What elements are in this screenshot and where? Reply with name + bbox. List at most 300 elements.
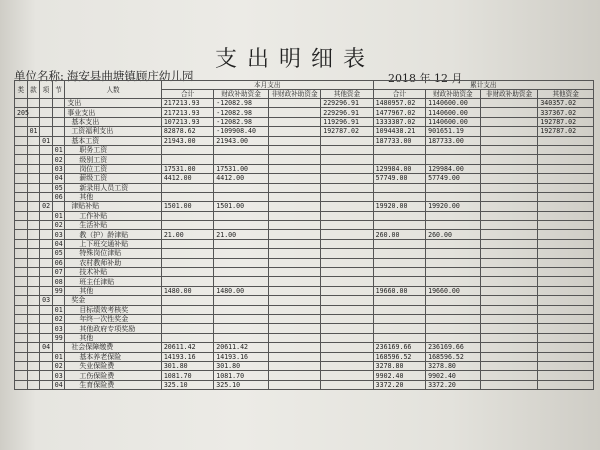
month-total-cell — [161, 333, 213, 342]
code-xiang — [40, 286, 53, 295]
cum-nonfiscal-cell — [480, 136, 538, 145]
cum-other-cell — [538, 145, 594, 154]
table-row — [15, 127, 594, 136]
code-jie — [52, 99, 65, 108]
cum-nonfiscal-cell — [480, 305, 538, 314]
cum-other-cell — [538, 296, 594, 305]
month-nonfiscal-cell — [268, 202, 320, 211]
table-row — [15, 277, 594, 286]
code-kuan — [27, 249, 40, 258]
code-lei — [15, 371, 28, 380]
code-xiang: 02 — [40, 202, 53, 211]
month-total-cell: 82878.62 — [161, 127, 213, 136]
code-jie: 04 — [52, 380, 65, 389]
code-jie: 01 — [52, 305, 65, 314]
cum-other-cell — [538, 268, 594, 277]
expense-table — [14, 80, 594, 390]
code-lei — [15, 296, 28, 305]
month-total-cell — [161, 277, 213, 286]
month-fiscal-cell: 14193.16 — [214, 352, 269, 361]
row-name: 岗位工资 — [65, 164, 162, 173]
code-xiang — [40, 305, 53, 314]
cum-other-cell — [538, 136, 594, 145]
cum-other-cell — [538, 324, 594, 333]
month-nonfiscal-cell — [268, 164, 320, 173]
code-jie — [52, 127, 65, 136]
header-kuan: 款 — [27, 81, 40, 99]
code-lei — [15, 136, 28, 145]
month-nonfiscal-cell — [268, 127, 320, 136]
header-cum-total: 合计 — [373, 90, 425, 99]
cum-fiscal-cell — [426, 145, 481, 154]
table-row — [15, 117, 594, 126]
code-jie: 06 — [52, 192, 65, 201]
code-xiang: 03 — [40, 296, 53, 305]
month-total-cell — [161, 211, 213, 220]
cum-total-cell — [373, 221, 425, 230]
header-name: 人数 — [65, 81, 162, 99]
cum-other-cell — [538, 258, 594, 267]
month-total-cell — [161, 268, 213, 277]
code-lei — [15, 239, 28, 248]
code-lei — [15, 286, 28, 295]
month-total-cell — [161, 258, 213, 267]
cum-other-cell — [538, 211, 594, 220]
code-jie: 03 — [52, 164, 65, 173]
month-fiscal-cell — [214, 221, 269, 230]
month-total-cell — [161, 249, 213, 258]
cum-nonfiscal-cell — [480, 277, 538, 286]
month-nonfiscal-cell — [268, 324, 320, 333]
cum-nonfiscal-cell — [480, 192, 538, 201]
row-name: 年终一次性奖金 — [65, 314, 162, 323]
month-total-cell — [161, 314, 213, 323]
month-other-cell — [321, 221, 373, 230]
cum-nonfiscal-cell — [480, 183, 538, 192]
table-row — [15, 296, 594, 305]
month-fiscal-cell — [214, 211, 269, 220]
cum-total-cell — [373, 333, 425, 342]
month-fiscal-cell: 1480.00 — [214, 286, 269, 295]
period: 2018 年 12 月 — [388, 72, 463, 85]
table-row — [15, 371, 594, 380]
row-name: 其他政府专项奖励 — [65, 324, 162, 333]
row-name: 津贴补贴 — [65, 202, 162, 211]
code-kuan — [27, 371, 40, 380]
cum-total-cell: 260.00 — [373, 230, 425, 239]
header-xiang: 项 — [40, 81, 53, 99]
month-fiscal-cell — [214, 249, 269, 258]
month-total-cell: 14193.16 — [161, 352, 213, 361]
header-month-fiscal: 财政补助资金 — [214, 90, 269, 99]
row-name: 技术补贴 — [65, 268, 162, 277]
code-lei — [15, 230, 28, 239]
code-lei — [15, 249, 28, 258]
month-other-cell — [321, 352, 373, 361]
cum-nonfiscal-cell — [480, 371, 538, 380]
cum-fiscal-cell: 3278.80 — [426, 361, 481, 370]
code-jie: 08 — [52, 277, 65, 286]
cum-nonfiscal-cell — [480, 333, 538, 342]
month-total-cell — [161, 192, 213, 201]
month-fiscal-cell: 301.80 — [214, 361, 269, 370]
cum-fiscal-cell — [426, 221, 481, 230]
code-kuan — [27, 296, 40, 305]
code-jie: 01 — [52, 145, 65, 154]
month-nonfiscal-cell — [268, 192, 320, 201]
month-fiscal-cell — [214, 314, 269, 323]
month-total-cell: 17531.00 — [161, 164, 213, 173]
month-nonfiscal-cell — [268, 249, 320, 258]
header-month-other: 其他资金 — [321, 90, 373, 99]
cum-fiscal-cell — [426, 333, 481, 342]
month-other-cell — [321, 324, 373, 333]
cum-other-cell — [538, 371, 594, 380]
code-jie: 05 — [52, 249, 65, 258]
table-row — [15, 136, 594, 145]
cum-fiscal-cell — [426, 296, 481, 305]
cum-total-cell — [373, 258, 425, 267]
row-name: 生育保险费 — [65, 380, 162, 389]
month-other-cell — [321, 230, 373, 239]
code-jie: 02 — [52, 155, 65, 164]
month-nonfiscal-cell — [268, 333, 320, 342]
month-nonfiscal-cell — [268, 258, 320, 267]
month-fiscal-cell: 17531.00 — [214, 164, 269, 173]
header-cum-fiscal: 财政补助资金 — [426, 90, 481, 99]
month-fiscal-cell — [214, 155, 269, 164]
code-kuan — [27, 352, 40, 361]
cum-total-cell — [373, 145, 425, 154]
month-nonfiscal-cell — [268, 352, 320, 361]
table-row — [15, 108, 594, 117]
cum-total-cell — [373, 314, 425, 323]
cum-other-cell — [538, 352, 594, 361]
row-name: 目标绩效考核奖 — [65, 305, 162, 314]
row-name: 教（护）龄津贴 — [65, 230, 162, 239]
month-nonfiscal-cell — [268, 343, 320, 352]
row-name: 支出 — [65, 99, 162, 108]
table-row — [15, 239, 594, 248]
code-jie: 03 — [52, 324, 65, 333]
code-jie — [52, 202, 65, 211]
code-lei — [15, 268, 28, 277]
cum-total-cell: 57749.00 — [373, 174, 425, 183]
month-other-cell — [321, 249, 373, 258]
code-jie: 02 — [52, 221, 65, 230]
month-fiscal-cell — [214, 145, 269, 154]
cum-total-cell — [373, 305, 425, 314]
code-xiang — [40, 239, 53, 248]
code-xiang — [40, 268, 53, 277]
code-jie — [52, 343, 65, 352]
code-lei — [15, 192, 28, 201]
table-row — [15, 211, 594, 220]
header-lei: 类 — [15, 81, 28, 99]
row-name: 其他 — [65, 286, 162, 295]
cum-total-cell: 129984.00 — [373, 164, 425, 173]
cum-other-cell — [538, 164, 594, 173]
code-xiang — [40, 277, 53, 286]
code-jie: 05 — [52, 183, 65, 192]
header-month-nonfiscal: 非财政补助资金 — [268, 90, 320, 99]
month-other-cell — [321, 174, 373, 183]
code-xiang — [40, 174, 53, 183]
month-nonfiscal-cell — [268, 361, 320, 370]
cum-nonfiscal-cell — [480, 211, 538, 220]
cum-other-cell: 192787.02 — [538, 127, 594, 136]
month-nonfiscal-cell — [268, 239, 320, 248]
code-lei — [15, 155, 28, 164]
code-kuan — [27, 221, 40, 230]
month-other-cell — [321, 305, 373, 314]
code-lei — [15, 324, 28, 333]
month-nonfiscal-cell — [268, 371, 320, 380]
cum-fiscal-cell — [426, 268, 481, 277]
month-total-cell: 21.00 — [161, 230, 213, 239]
cum-total-cell — [373, 239, 425, 248]
cum-nonfiscal-cell — [480, 296, 538, 305]
month-total-cell — [161, 296, 213, 305]
cum-total-cell: 3278.80 — [373, 361, 425, 370]
cum-total-cell: 19920.00 — [373, 202, 425, 211]
row-name: 工资福利支出 — [65, 127, 162, 136]
month-nonfiscal-cell — [268, 99, 320, 108]
code-xiang: 04 — [40, 343, 53, 352]
month-total-cell — [161, 221, 213, 230]
month-other-cell — [321, 202, 373, 211]
cum-fiscal-cell — [426, 249, 481, 258]
table-row — [15, 314, 594, 323]
table-row — [15, 361, 594, 370]
month-total-cell — [161, 305, 213, 314]
month-other-cell — [321, 155, 373, 164]
row-name: 事业支出 — [65, 108, 162, 117]
code-lei — [15, 99, 28, 108]
month-total-cell: 217213.93 — [161, 99, 213, 108]
month-other-cell — [321, 136, 373, 145]
month-nonfiscal-cell — [268, 136, 320, 145]
row-name: 工作补贴 — [65, 211, 162, 220]
code-xiang — [40, 230, 53, 239]
code-xiang — [40, 99, 53, 108]
cum-nonfiscal-cell — [480, 324, 538, 333]
code-jie: 03 — [52, 230, 65, 239]
month-other-cell — [321, 183, 373, 192]
table-row — [15, 343, 594, 352]
month-other-cell — [321, 239, 373, 248]
cum-fiscal-cell: 129984.00 — [426, 164, 481, 173]
code-kuan — [27, 239, 40, 248]
code-lei — [15, 305, 28, 314]
cum-total-cell — [373, 155, 425, 164]
code-jie: 06 — [52, 258, 65, 267]
code-xiang — [40, 380, 53, 389]
row-name: 工伤保险费 — [65, 371, 162, 380]
cum-nonfiscal-cell — [480, 155, 538, 164]
cum-total-cell: 1333387.02 — [373, 117, 425, 126]
table-row — [15, 324, 594, 333]
table-row — [15, 145, 594, 154]
cum-other-cell — [538, 277, 594, 286]
cum-other-cell: 337367.02 — [538, 108, 594, 117]
code-lei — [15, 145, 28, 154]
month-nonfiscal-cell — [268, 155, 320, 164]
cum-other-cell: 340357.02 — [538, 99, 594, 108]
month-total-cell: 301.80 — [161, 361, 213, 370]
code-kuan — [27, 268, 40, 277]
code-lei — [15, 277, 28, 286]
cum-other-cell — [538, 314, 594, 323]
row-name: 其他 — [65, 192, 162, 201]
code-lei — [15, 352, 28, 361]
table-row — [15, 164, 594, 173]
month-total-cell: 4412.00 — [161, 174, 213, 183]
code-lei — [15, 314, 28, 323]
table-row — [15, 192, 594, 201]
code-lei — [15, 380, 28, 389]
code-lei — [15, 333, 28, 342]
cum-total-cell: 9902.40 — [373, 371, 425, 380]
code-jie: 01 — [52, 352, 65, 361]
month-total-cell: 217213.93 — [161, 108, 213, 117]
month-fiscal-cell: 4412.00 — [214, 174, 269, 183]
code-kuan — [27, 136, 40, 145]
month-total-cell — [161, 155, 213, 164]
cum-fiscal-cell: 1140600.00 — [426, 108, 481, 117]
month-other-cell — [321, 343, 373, 352]
month-fiscal-cell: 1501.00 — [214, 202, 269, 211]
row-name: 级别工资 — [65, 155, 162, 164]
code-xiang — [40, 183, 53, 192]
code-kuan — [27, 333, 40, 342]
month-fiscal-cell — [214, 333, 269, 342]
code-xiang — [40, 164, 53, 173]
code-xiang — [40, 324, 53, 333]
month-other-cell — [321, 314, 373, 323]
month-nonfiscal-cell — [268, 221, 320, 230]
month-fiscal-cell — [214, 239, 269, 248]
cum-nonfiscal-cell — [480, 145, 538, 154]
code-jie: 03 — [52, 371, 65, 380]
month-other-cell: 119296.91 — [321, 117, 373, 126]
table-row — [15, 258, 594, 267]
cum-total-cell — [373, 211, 425, 220]
cum-fiscal-cell — [426, 183, 481, 192]
cum-nonfiscal-cell — [480, 174, 538, 183]
month-other-cell — [321, 164, 373, 173]
cum-fiscal-cell: 901651.19 — [426, 127, 481, 136]
month-other-cell — [321, 258, 373, 267]
row-name: 奖金 — [65, 296, 162, 305]
month-nonfiscal-cell — [268, 145, 320, 154]
code-xiang — [40, 352, 53, 361]
row-name: 社会保障缴费 — [65, 343, 162, 352]
cum-fiscal-cell — [426, 211, 481, 220]
month-total-cell: 21943.00 — [161, 136, 213, 145]
code-lei — [15, 361, 28, 370]
cum-other-cell — [538, 380, 594, 389]
table-row — [15, 230, 594, 239]
table-row — [15, 202, 594, 211]
month-fiscal-cell: 325.10 — [214, 380, 269, 389]
table-row — [15, 155, 594, 164]
cum-other-cell — [538, 183, 594, 192]
code-kuan — [27, 343, 40, 352]
cum-fiscal-cell — [426, 277, 481, 286]
row-name: 上下班交通补贴 — [65, 239, 162, 248]
cum-fiscal-cell: 168596.52 — [426, 352, 481, 361]
table-row — [15, 174, 594, 183]
month-fiscal-cell — [214, 183, 269, 192]
code-lei — [15, 164, 28, 173]
cum-total-cell: 1480957.02 — [373, 99, 425, 108]
code-lei — [15, 183, 28, 192]
cum-other-cell: 192787.02 — [538, 117, 594, 126]
cum-total-cell — [373, 277, 425, 286]
code-kuan — [27, 145, 40, 154]
row-name: 基本支出 — [65, 117, 162, 126]
month-other-cell — [321, 371, 373, 380]
cum-other-cell — [538, 221, 594, 230]
cum-total-cell: 236169.66 — [373, 343, 425, 352]
row-name: 其他 — [65, 333, 162, 342]
cum-fiscal-cell: 1140600.00 — [426, 117, 481, 126]
cum-total-cell — [373, 249, 425, 258]
header-cum-nonfiscal: 非财政补助资金 — [480, 90, 538, 99]
code-kuan — [27, 211, 40, 220]
month-other-cell — [321, 380, 373, 389]
cum-total-cell — [373, 324, 425, 333]
code-kuan: 01 — [27, 127, 40, 136]
code-kuan — [27, 117, 40, 126]
month-other-cell — [321, 145, 373, 154]
month-fiscal-cell: 21.00 — [214, 230, 269, 239]
month-nonfiscal-cell — [268, 117, 320, 126]
code-kuan — [27, 380, 40, 389]
month-total-cell: 107213.93 — [161, 117, 213, 126]
cum-other-cell — [538, 249, 594, 258]
table-row — [15, 286, 594, 295]
month-nonfiscal-cell — [268, 268, 320, 277]
cum-nonfiscal-cell — [480, 268, 538, 277]
table-row — [15, 305, 594, 314]
cum-fiscal-cell: 1140600.00 — [426, 99, 481, 108]
month-nonfiscal-cell — [268, 277, 320, 286]
code-jie: 99 — [52, 333, 65, 342]
month-other-cell — [321, 361, 373, 370]
cum-total-cell: 187733.00 — [373, 136, 425, 145]
cum-fiscal-cell: 19660.00 — [426, 286, 481, 295]
code-kuan — [27, 230, 40, 239]
month-other-cell — [321, 277, 373, 286]
month-nonfiscal-cell — [268, 286, 320, 295]
code-kuan — [27, 305, 40, 314]
code-xiang — [40, 361, 53, 370]
month-other-cell — [321, 192, 373, 201]
month-total-cell: 20611.42 — [161, 343, 213, 352]
cum-nonfiscal-cell — [480, 249, 538, 258]
cum-total-cell: 168596.52 — [373, 352, 425, 361]
row-name: 班主任津贴 — [65, 277, 162, 286]
code-lei — [15, 202, 28, 211]
cum-fiscal-cell: 236169.66 — [426, 343, 481, 352]
month-fiscal-cell — [214, 296, 269, 305]
month-other-cell — [321, 268, 373, 277]
code-jie — [52, 296, 65, 305]
month-total-cell — [161, 183, 213, 192]
row-name: 特殊岗位津贴 — [65, 249, 162, 258]
